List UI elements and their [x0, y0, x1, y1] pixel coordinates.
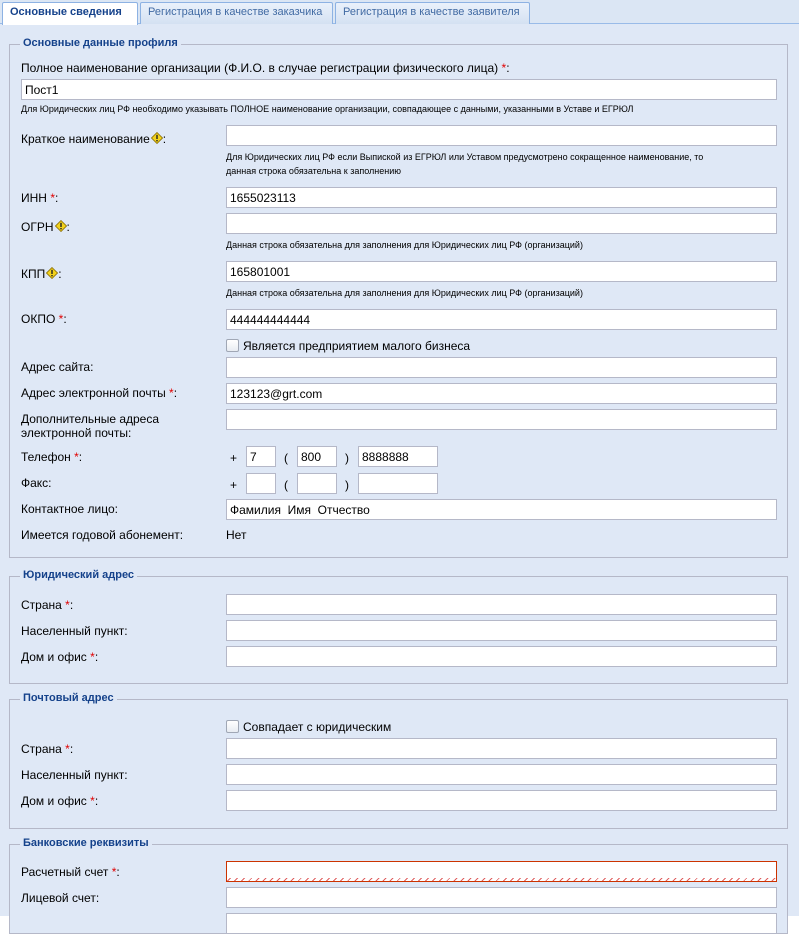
help-icon[interactable]: [55, 220, 67, 232]
postal-address-fieldset: [9, 692, 788, 829]
phone-plus: +: [230, 451, 238, 465]
legal-house-label: Дом и офис *:: [21, 650, 99, 664]
full-name-input[interactable]: [21, 79, 777, 100]
okpo-input[interactable]: [226, 309, 777, 330]
legal-address-fieldset: [9, 569, 788, 684]
contact-input[interactable]: [226, 499, 777, 520]
tab-bar: [0, 0, 799, 24]
legal-locality-input[interactable]: [226, 620, 777, 641]
site-label: Адрес сайта:: [21, 360, 94, 374]
legal-locality-label: Населенный пункт:: [21, 624, 128, 638]
form-content: [0, 24, 799, 916]
ogrn-hint: Данная строка обязательна для заполнения для Юридических лиц РФ (организаций): [226, 240, 583, 250]
phone-country-input[interactable]: [246, 446, 276, 467]
phone-code-input[interactable]: [297, 446, 337, 467]
short-name-label: Краткое наименование :: [21, 132, 167, 146]
postal-locality-label: Населенный пункт:: [21, 768, 128, 782]
profile-fieldset: [9, 37, 788, 558]
full-name-hint: Для Юридических лиц РФ необходимо указывать ПОЛНОЕ наименование организации, совпадающее с данными, указанными в Уставе и ЕГРЮЛ: [21, 104, 634, 114]
help-icon[interactable]: [46, 267, 58, 279]
legal-country-input[interactable]: [226, 594, 777, 615]
extra-email-input[interactable]: [226, 409, 777, 430]
help-icon[interactable]: [151, 132, 163, 144]
fax-code-input[interactable]: [297, 473, 337, 494]
kpp-hint: Данная строка обязательна для заполнения для Юридических лиц РФ (организаций): [226, 288, 583, 298]
bank-legend: Банковские реквизиты: [20, 837, 152, 849]
phone-close-paren: ): [345, 451, 349, 465]
tab-applicant-registration[interactable]: Регистрация в качестве заявителя: [335, 2, 530, 24]
postal-house-input[interactable]: [226, 790, 777, 811]
short-name-hint-2: данная строка обязательна к заполнению: [226, 166, 401, 176]
tab-customer-registration[interactable]: Регистрация в качестве заказчика: [140, 2, 333, 24]
kpp-label: КПП :: [21, 267, 62, 281]
legal-country-label: Страна *:: [21, 598, 74, 612]
inn-input[interactable]: [226, 187, 777, 208]
okpo-label: ОКПО *:: [21, 312, 67, 326]
ogrn-label: ОГРН :: [21, 220, 70, 234]
personal-account-input[interactable]: [226, 887, 777, 908]
postal-country-input[interactable]: [226, 738, 777, 759]
bank-fieldset: [9, 837, 788, 934]
postal-country-label: Страна *:: [21, 742, 74, 756]
short-name-hint-1: Для Юридических лиц РФ если Выпиской из ЕГРЮЛ или Уставом предусмотрено сокращенное наименование, то: [226, 152, 704, 162]
tab-basic-info[interactable]: Основные сведения: [2, 2, 138, 25]
profile-legend: Основные данные профиля: [20, 37, 181, 49]
account-input[interactable]: [226, 861, 777, 882]
extra-email-label-2: электронной почты:: [21, 426, 132, 440]
email-label: Адрес электронной почты *:: [21, 386, 178, 400]
next-bank-input[interactable]: [226, 913, 777, 934]
personal-account-label: Лицевой счет:: [21, 891, 100, 905]
postal-locality-input[interactable]: [226, 764, 777, 785]
full-name-label: Полное наименование организации (Ф.И.О. в случае регистрации физического лица) *:: [21, 61, 510, 75]
fax-label: Факс:: [21, 476, 52, 490]
site-input[interactable]: [226, 357, 777, 378]
subscription-value: Нет: [226, 528, 247, 542]
small-business-checkbox[interactable]: [226, 339, 239, 352]
phone-open-paren: (: [284, 451, 288, 465]
legal-house-input[interactable]: [226, 646, 777, 667]
fax-close-paren: ): [345, 478, 349, 492]
ogrn-input[interactable]: [226, 213, 777, 234]
postal-house-label: Дом и офис *:: [21, 794, 99, 808]
fax-country-input[interactable]: [246, 473, 276, 494]
contact-label: Контактное лицо:: [21, 502, 118, 516]
phone-label: Телефон *:: [21, 450, 83, 464]
fax-number-input[interactable]: [358, 473, 438, 494]
extra-email-label-1: Дополнительные адреса: [21, 412, 160, 426]
subscription-label: Имеется годовой абонемент:: [21, 528, 184, 542]
postal-address-legend: Почтовый адрес: [20, 692, 117, 704]
fax-open-paren: (: [284, 478, 288, 492]
inn-label: ИНН *:: [21, 191, 59, 205]
kpp-input[interactable]: [226, 261, 777, 282]
email-input[interactable]: [226, 383, 777, 404]
same-as-legal-checkbox[interactable]: [226, 720, 239, 733]
small-business-label: Является предприятием малого бизнеса: [243, 339, 471, 353]
fax-plus: +: [230, 478, 238, 492]
account-label: Расчетный счет *:: [21, 865, 120, 879]
short-name-input[interactable]: [226, 125, 777, 146]
same-as-legal-label: Совпадает с юридическим: [243, 720, 392, 734]
legal-address-legend: Юридический адрес: [20, 569, 137, 581]
phone-number-input[interactable]: [358, 446, 438, 467]
